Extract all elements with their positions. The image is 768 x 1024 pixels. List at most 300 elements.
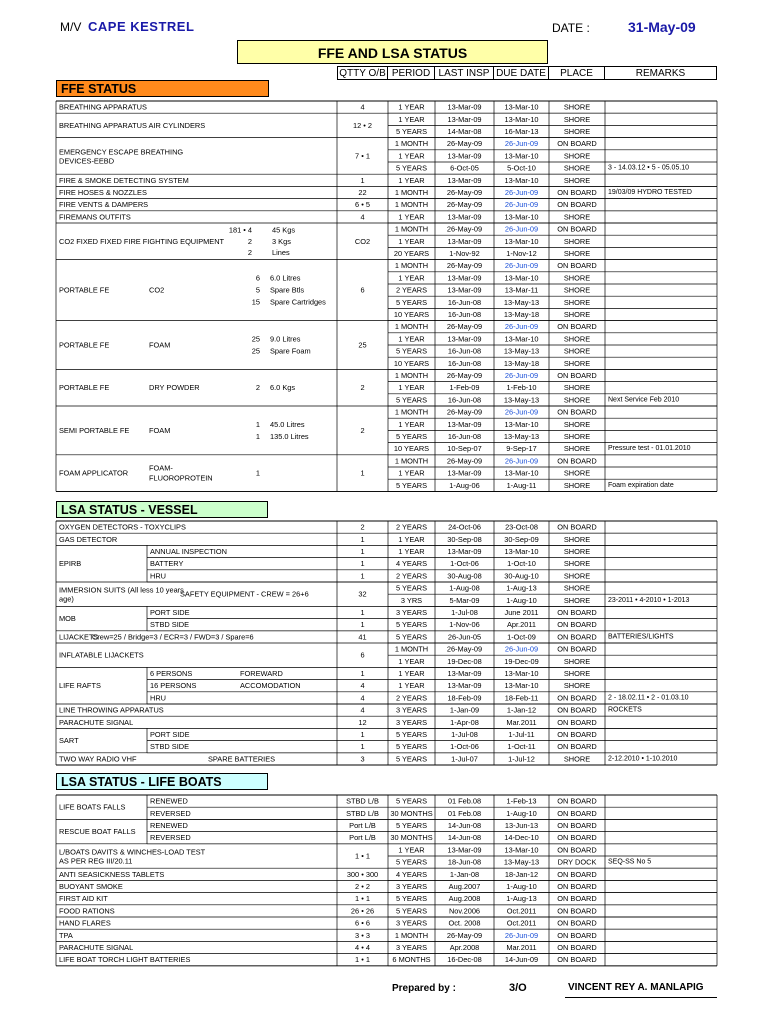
- last-insp-cell: 1-Jan-09: [449, 705, 480, 715]
- item-desc: MOB: [59, 614, 76, 624]
- item-desc: SEMI PORTABLE FE: [59, 425, 130, 435]
- period-cell: 1 MONTH: [394, 407, 429, 417]
- qty-cell: 25: [358, 340, 367, 350]
- qty-cell: STBD L/B: [346, 796, 379, 806]
- period-cell: 5 YEARS: [395, 796, 428, 806]
- last-insp-cell: 16-Jun-08: [447, 395, 482, 405]
- place-cell: DRY DOCK: [557, 857, 597, 867]
- last-insp-cell: 13-Mar-09: [447, 468, 482, 478]
- qty-cell: 1: [360, 730, 365, 739]
- remarks-cell: 23-2011 • 4-2010 • 1-2013: [608, 596, 690, 604]
- period-cell: 1 YEAR: [398, 547, 425, 556]
- qty-cell: 6: [360, 650, 365, 660]
- item-desc: EMERGENCY ESCAPE BREATHING: [59, 147, 184, 157]
- place-cell: ON BOARD: [557, 620, 597, 630]
- sub-label: 16 PERSONS: [150, 681, 197, 691]
- due-date-cell: 18-Feb-11: [504, 693, 539, 703]
- signature-line: [565, 997, 717, 998]
- place-cell: SHORE: [563, 395, 591, 405]
- period-cell: 1 YEAR: [398, 334, 425, 344]
- sub-label: STBD SIDE: [150, 742, 190, 752]
- period-cell: 4 YEARS: [395, 869, 428, 879]
- sub-label: PORT SIDE: [150, 608, 190, 617]
- item-extra: Crew=25 / Bridge=3 / ECR=3 / FWD=3 / Spare=6: [92, 632, 254, 642]
- place-cell: ON BOARD: [557, 200, 597, 210]
- col-header-last-insp: LAST INSP: [435, 66, 494, 80]
- place-cell: ON BOARD: [557, 456, 597, 466]
- due-date-cell: 26-Jun-09: [504, 224, 539, 234]
- sub-qty: 181 • 4: [228, 225, 252, 235]
- last-insp-cell: 01 Feb.08: [447, 796, 482, 806]
- page-title: FFE AND LSA STATUS: [237, 40, 548, 64]
- sub-label: RENEWED: [150, 821, 188, 830]
- last-insp-cell: 1-Oct-06: [450, 559, 479, 569]
- due-date-cell: 18-Jan-12: [504, 869, 539, 879]
- due-date-cell: 13-May-13: [503, 346, 540, 356]
- period-cell: 10 YEARS: [393, 358, 430, 368]
- qty-cell: 6 • 5: [355, 200, 370, 210]
- due-date-cell: 13-Mar-10: [504, 175, 539, 185]
- due-date-cell: 1-Aug-13: [506, 894, 537, 904]
- period-cell: 1 YEAR: [398, 114, 425, 124]
- item-desc: INFLATABLE LIJACKETS: [59, 650, 144, 660]
- item-desc: PORTABLE FE: [59, 340, 110, 350]
- item-desc: AS PER REG III/20.11: [59, 856, 133, 866]
- sub-qty: 2: [255, 383, 260, 393]
- place-cell: ON BOARD: [557, 918, 597, 928]
- sub-note: FOREWARD: [240, 669, 283, 678]
- item-desc: FIRST AID KIT: [59, 894, 108, 904]
- item-desc: HAND FLARES: [59, 918, 111, 928]
- period-cell: 3 YRS: [400, 595, 423, 605]
- place-cell: ON BOARD: [557, 808, 597, 818]
- last-insp-cell: 26-May-09: [446, 200, 483, 210]
- period-cell: 3 YEARS: [395, 608, 428, 617]
- qty-cell: 7 • 1: [355, 151, 370, 161]
- place-cell: ON BOARD: [557, 608, 597, 617]
- qty-cell: 4: [360, 212, 365, 222]
- period-cell: 5 YEARS: [395, 583, 428, 593]
- place-cell: SHORE: [563, 480, 591, 490]
- sub-qty: 25: [251, 334, 260, 344]
- period-cell: 1 MONTH: [394, 139, 429, 149]
- sub-label: ANNUAL INSPECTION: [150, 547, 227, 556]
- qty-cell: 32: [358, 589, 367, 599]
- due-date-cell: 1-Jul-12: [508, 754, 535, 764]
- due-date-cell: 13-May-13: [503, 297, 540, 307]
- due-date-cell: 26-Jun-09: [504, 407, 539, 417]
- place-cell: ON BOARD: [557, 261, 597, 271]
- place-cell: ON BOARD: [557, 894, 597, 904]
- sub-label: HRU: [150, 571, 167, 581]
- last-insp-cell: 1-Jul-08: [451, 608, 478, 617]
- last-insp-cell: 13-Mar-09: [447, 334, 482, 344]
- ship-name: CAPE KESTREL: [88, 19, 195, 34]
- qty-cell: 1: [360, 669, 365, 678]
- due-date-cell: Mar.2011: [506, 943, 537, 952]
- last-insp-cell: 26-May-09: [446, 261, 483, 271]
- qty-cell: 6: [360, 285, 365, 295]
- item-desc: BUOYANT SMOKE: [59, 882, 123, 891]
- due-date-cell: 14-Dec-10: [504, 833, 539, 843]
- qty-cell: 3: [360, 754, 365, 764]
- last-insp-cell: 1-Apr-08: [450, 717, 479, 727]
- last-insp-cell: 1-Aug-08: [449, 583, 480, 593]
- place-cell: SHORE: [563, 534, 591, 544]
- place-cell: SHORE: [563, 127, 591, 136]
- place-cell: ON BOARD: [557, 955, 597, 965]
- period-cell: 30 MONTHS: [390, 808, 433, 818]
- sub-detail: 3 Kgs: [272, 236, 291, 246]
- last-insp-cell: 16-Jun-08: [447, 346, 482, 356]
- qty-cell: 3 • 3: [355, 930, 370, 940]
- preparer-name: VINCENT REY A. MANLAPIG: [568, 982, 704, 993]
- place-cell: SHORE: [563, 547, 591, 556]
- due-date-cell: 26-Jun-09: [504, 644, 539, 654]
- place-cell: ON BOARD: [557, 869, 597, 879]
- remarks-cell: BATTERIES/LIGHTS: [608, 633, 674, 641]
- remarks-cell: 2-12.2010 • 1-10.2010: [608, 755, 678, 763]
- item-desc: RESCUE BOAT FALLS: [59, 827, 136, 837]
- col-header-period: PERIOD: [388, 66, 435, 80]
- sub-qty: 5: [255, 285, 260, 295]
- place-cell: SHORE: [563, 175, 591, 185]
- sub-qty: 25: [251, 346, 260, 356]
- period-cell: 5 YEARS: [395, 632, 428, 642]
- last-insp-cell: 18-Jun-08: [447, 857, 482, 867]
- sub-qty: 2: [247, 236, 252, 246]
- period-cell: 4 YEARS: [395, 559, 428, 569]
- due-date-cell: 13-May-13: [503, 432, 540, 441]
- item-desc: FIRE HOSES & NOZZLES: [59, 188, 147, 197]
- qty-cell: CO2: [354, 236, 371, 246]
- col-header-due-date: DUE DATE: [494, 66, 549, 80]
- place-cell: SHORE: [563, 334, 591, 344]
- due-date-cell: 1-Nov-12: [506, 249, 537, 258]
- sub-label: 6 PERSONS: [150, 669, 193, 678]
- item-type: FLUOROPROTEIN: [149, 473, 213, 483]
- place-cell: SHORE: [563, 571, 591, 581]
- item-desc: PORTABLE FE: [59, 383, 110, 393]
- period-cell: 1 YEAR: [398, 845, 425, 855]
- period-cell: 2 YEARS: [395, 522, 428, 532]
- due-date-cell: 1-Aug-13: [506, 583, 537, 593]
- place-cell: ON BOARD: [557, 796, 597, 806]
- period-cell: 1 MONTH: [394, 224, 429, 234]
- item-type: DRY POWDER: [149, 383, 200, 393]
- last-insp-cell: 1-Feb-09: [449, 383, 480, 393]
- due-date-cell: 13-Jun-13: [504, 821, 539, 830]
- sub-label: RENEWED: [150, 796, 188, 806]
- period-cell: 1 YEAR: [398, 468, 425, 478]
- sub-label: REVERSED: [150, 808, 191, 818]
- qty-cell: 1: [360, 620, 365, 630]
- period-cell: 10 YEARS: [393, 444, 430, 454]
- period-cell: 5 YEARS: [395, 894, 428, 904]
- item-desc: age): [59, 594, 74, 604]
- last-insp-cell: Oct. 2008: [448, 918, 481, 928]
- mv-label: M/V: [60, 20, 82, 34]
- item-desc: CO2 FIXED FIXED FIRE FIGHTING EQUIPMENT: [59, 236, 225, 246]
- place-cell: SHORE: [563, 754, 591, 764]
- due-date-cell: 1-Oct-11: [507, 742, 536, 752]
- due-date-cell: 16-Mar-13: [504, 127, 539, 136]
- due-date-cell: 26-Jun-09: [504, 188, 539, 197]
- remarks-cell: Foam expiration date: [608, 481, 674, 489]
- period-cell: 1 YEAR: [398, 681, 425, 691]
- remarks-cell: Next Service Feb 2010: [608, 396, 680, 404]
- period-cell: 5 YEARS: [395, 480, 428, 490]
- due-date-cell: 13-Mar-10: [504, 212, 539, 222]
- place-cell: SHORE: [563, 297, 591, 307]
- qty-cell: 1: [360, 742, 365, 752]
- last-insp-cell: 26-May-09: [446, 644, 483, 654]
- place-cell: SHORE: [563, 432, 591, 441]
- period-cell: 3 YEARS: [395, 918, 428, 928]
- due-date-cell: 23-Oct-08: [505, 522, 538, 532]
- item-desc: FIREMANS OUTFITS: [59, 212, 131, 222]
- qty-cell: 4: [360, 102, 365, 112]
- place-cell: SHORE: [563, 583, 591, 593]
- item-desc: ANTI SEASICKNESS TABLETS: [59, 869, 165, 879]
- preparer-rank: 3/O: [509, 982, 527, 994]
- place-cell: SHORE: [563, 358, 591, 368]
- last-insp-cell: 26-May-09: [446, 407, 483, 417]
- qty-cell: 4: [360, 681, 365, 691]
- sub-qty: 1: [255, 419, 260, 429]
- due-date-cell: 13-Mar-10: [504, 334, 539, 344]
- due-date-cell: 30-Aug-10: [504, 571, 539, 581]
- item-desc: PARACHUTE SIGNAL: [59, 943, 134, 952]
- section-ffe-status: FFE STATUS: [56, 80, 269, 97]
- qty-cell: STBD L/B: [346, 808, 379, 818]
- remarks-cell: ROCKETS: [608, 706, 642, 714]
- period-cell: 3 YEARS: [395, 943, 428, 952]
- qty-cell: 300 • 300: [346, 869, 379, 879]
- qty-cell: 2 • 2: [355, 882, 370, 891]
- qty-cell: 41: [358, 632, 367, 642]
- item-desc: PORTABLE FE: [59, 285, 110, 295]
- sub-detail: Spare Foam: [270, 346, 311, 356]
- period-cell: 5 YEARS: [395, 297, 428, 307]
- item-type: FOAM: [149, 425, 171, 435]
- qty-cell: 2: [360, 383, 365, 393]
- last-insp-cell: 1-Nov-06: [449, 620, 480, 630]
- item-desc: L/BOATS DAVITS & WINCHES-LOAD TEST: [59, 847, 206, 857]
- item-desc: GAS DETECTOR: [59, 534, 118, 544]
- last-insp-cell: 1-Aug-06: [449, 480, 480, 490]
- period-cell: 1 YEAR: [398, 151, 425, 161]
- remarks-cell: 19/03/09 HYDRO TESTED: [608, 189, 692, 196]
- item-desc: LINE THROWING APPARATUS: [59, 705, 164, 715]
- due-date-cell: Apr.2011: [506, 620, 537, 630]
- item-desc: BREATHING APPARATUS: [59, 102, 147, 112]
- due-date-cell: 13-May-18: [503, 358, 540, 368]
- item-desc: LIJACKETS: [59, 632, 99, 642]
- sub-detail: Lines: [272, 248, 290, 258]
- due-date-cell: 26-Jun-09: [504, 322, 539, 332]
- period-cell: 1 YEAR: [398, 236, 425, 246]
- period-cell: 1 MONTH: [394, 644, 429, 654]
- section-lsa-vessel: LSA STATUS - VESSEL: [56, 501, 268, 518]
- last-insp-cell: 14-Jun-08: [447, 821, 482, 830]
- period-cell: 2 YEARS: [395, 571, 428, 581]
- last-insp-cell: 13-Mar-09: [447, 285, 482, 295]
- sub-detail: 135.0 Litres: [270, 431, 309, 441]
- due-date-cell: 1-Aug-10: [506, 595, 537, 605]
- place-cell: SHORE: [563, 249, 591, 258]
- qty-cell: 1 • 1: [355, 894, 370, 904]
- last-insp-cell: 30-Sep-08: [447, 534, 482, 544]
- period-cell: 3 YEARS: [395, 882, 428, 891]
- due-date-cell: Mar.2011: [506, 717, 537, 727]
- place-cell: SHORE: [563, 310, 591, 319]
- sub-detail: Spare Btls: [270, 285, 305, 295]
- sub-detail: 6.0 Litres: [270, 273, 301, 283]
- item-desc: LIFE BOATS FALLS: [59, 802, 126, 812]
- place-cell: SHORE: [563, 151, 591, 161]
- sub-qty: 6: [255, 273, 260, 283]
- period-cell: 20 YEARS: [393, 249, 430, 258]
- place-cell: ON BOARD: [557, 833, 597, 843]
- place-cell: SHORE: [563, 114, 591, 124]
- place-cell: ON BOARD: [557, 644, 597, 654]
- qty-cell: 1: [360, 534, 365, 544]
- last-insp-cell: 14-Mar-08: [447, 127, 482, 136]
- place-cell: ON BOARD: [557, 705, 597, 715]
- due-date-cell: 1-Aug-10: [506, 882, 537, 891]
- last-insp-cell: 26-May-09: [446, 224, 483, 234]
- sub-label: BATTERY: [150, 559, 184, 569]
- date-value: 31-May-09: [628, 19, 696, 35]
- item-desc: DEVICES-EEBD: [59, 156, 115, 166]
- qty-cell: 1: [360, 547, 365, 556]
- col-header-qty: QTTY O/B: [337, 66, 388, 80]
- place-cell: ON BOARD: [557, 821, 597, 830]
- item-type: FOAM-: [149, 463, 173, 473]
- qty-cell: 4: [360, 705, 365, 715]
- last-insp-cell: 13-Mar-09: [447, 175, 482, 185]
- item-desc: BREATHING APPARATUS AIR CYLINDERS: [59, 120, 206, 130]
- last-insp-cell: 01 Feb.08: [447, 808, 482, 818]
- qty-cell: Port L/B: [349, 833, 376, 843]
- last-insp-cell: 26-Jun-05: [447, 632, 482, 642]
- period-cell: 1 YEAR: [398, 656, 425, 666]
- period-cell: 5 YEARS: [395, 163, 428, 173]
- due-date-cell: 13-Mar-10: [504, 273, 539, 283]
- period-cell: 1 MONTH: [394, 200, 429, 210]
- due-date-cell: 1-Aug-11: [506, 480, 537, 490]
- last-insp-cell: 13-Mar-09: [447, 547, 482, 556]
- due-date-cell: 13-Mar-10: [504, 468, 539, 478]
- place-cell: ON BOARD: [557, 224, 597, 234]
- item-type: CO2: [149, 285, 165, 295]
- last-insp-cell: 5-Mar-09: [449, 595, 480, 605]
- place-cell: SHORE: [563, 656, 591, 666]
- due-date-cell: 19-Dec-09: [504, 656, 539, 666]
- item-desc: LIFE RAFTS: [59, 681, 101, 691]
- due-date-cell: Oct.2011: [506, 918, 537, 928]
- last-insp-cell: 26-May-09: [446, 322, 483, 332]
- period-cell: 5 YEARS: [395, 730, 428, 739]
- place-cell: ON BOARD: [557, 139, 597, 149]
- sub-detail: Spare Cartridges: [270, 297, 326, 307]
- remarks-cell: Pressure test - 01.01.2010: [608, 445, 691, 453]
- last-insp-cell: 10-Sep-07: [447, 444, 482, 454]
- period-cell: 1 MONTH: [394, 261, 429, 271]
- last-insp-cell: 26-May-09: [446, 139, 483, 149]
- due-date-cell: 26-Jun-09: [504, 456, 539, 466]
- period-cell: 1 MONTH: [394, 322, 429, 332]
- place-cell: SHORE: [563, 681, 591, 691]
- qty-cell: 1: [360, 175, 365, 185]
- item-desc: EPIRB: [59, 559, 82, 569]
- item-desc: OXYGEN DETECTORS - TOXYCLIPS: [59, 522, 186, 532]
- place-cell: SHORE: [563, 285, 591, 295]
- period-cell: 1 MONTH: [394, 456, 429, 466]
- due-date-cell: 13-May-13: [503, 395, 540, 405]
- item-extra: SPARE BATTERIES: [208, 754, 276, 764]
- due-date-cell: 14-Jun-09: [504, 955, 539, 965]
- prepared-by-label: Prepared by :: [392, 983, 456, 994]
- period-cell: 5 YEARS: [395, 906, 428, 916]
- period-cell: 3 YEARS: [395, 705, 428, 715]
- due-date-cell: 13-Mar-10: [504, 151, 539, 161]
- due-date-cell: 26-Jun-09: [504, 200, 539, 210]
- place-cell: SHORE: [563, 273, 591, 283]
- due-date-cell: 13-May-13: [503, 857, 540, 867]
- last-insp-cell: 1-Jul-08: [451, 730, 478, 739]
- period-cell: 1 YEAR: [398, 534, 425, 544]
- due-date-cell: 1-Jan-12: [506, 705, 537, 715]
- item-desc: FOOD RATIONS: [59, 906, 115, 916]
- item-desc: IMMERSION SUITS (All less 10 years: [59, 585, 184, 595]
- last-insp-cell: 1-Oct-06: [450, 742, 479, 752]
- last-insp-cell: 13-Mar-09: [447, 102, 482, 112]
- qty-cell: 1: [360, 468, 365, 478]
- last-insp-cell: Aug.2007: [448, 882, 481, 891]
- place-cell: SHORE: [563, 559, 591, 569]
- remarks-cell: 3 - 14.03.12 • 5 - 05.05.10: [608, 164, 690, 172]
- last-insp-cell: 14-Jun-08: [447, 833, 482, 843]
- item-desc: LIFE BOAT TORCH LIGHT BATTERIES: [59, 955, 191, 965]
- last-insp-cell: Aug.2008: [448, 894, 481, 904]
- qty-cell: 1: [360, 571, 365, 581]
- qty-cell: 2: [360, 425, 365, 435]
- last-insp-cell: 16-Jun-08: [447, 310, 482, 319]
- last-insp-cell: 13-Mar-09: [447, 419, 482, 429]
- period-cell: 5 YEARS: [395, 754, 428, 764]
- last-insp-cell: 13-Mar-09: [447, 681, 482, 691]
- due-date-cell: 1-Feb-13: [506, 796, 537, 806]
- place-cell: SHORE: [563, 444, 591, 454]
- sub-detail: 45.0 Litres: [270, 419, 305, 429]
- last-insp-cell: 6-Oct-05: [450, 163, 479, 173]
- item-desc: TPA: [59, 930, 73, 940]
- sub-qty: 1: [255, 431, 260, 441]
- due-date-cell: 5-Oct-10: [507, 163, 536, 173]
- period-cell: 6 MONTHS: [392, 955, 431, 965]
- period-cell: 5 YEARS: [395, 821, 428, 830]
- last-insp-cell: 16-Jun-08: [447, 358, 482, 368]
- due-date-cell: 13-Mar-10: [504, 547, 539, 556]
- col-header-remarks: REMARKS: [605, 66, 717, 80]
- date-label: DATE :: [552, 21, 590, 35]
- last-insp-cell: 13-Mar-09: [447, 114, 482, 124]
- place-cell: ON BOARD: [557, 943, 597, 952]
- sub-label: HRU: [150, 693, 167, 703]
- last-insp-cell: 1-Nov-92: [449, 249, 480, 258]
